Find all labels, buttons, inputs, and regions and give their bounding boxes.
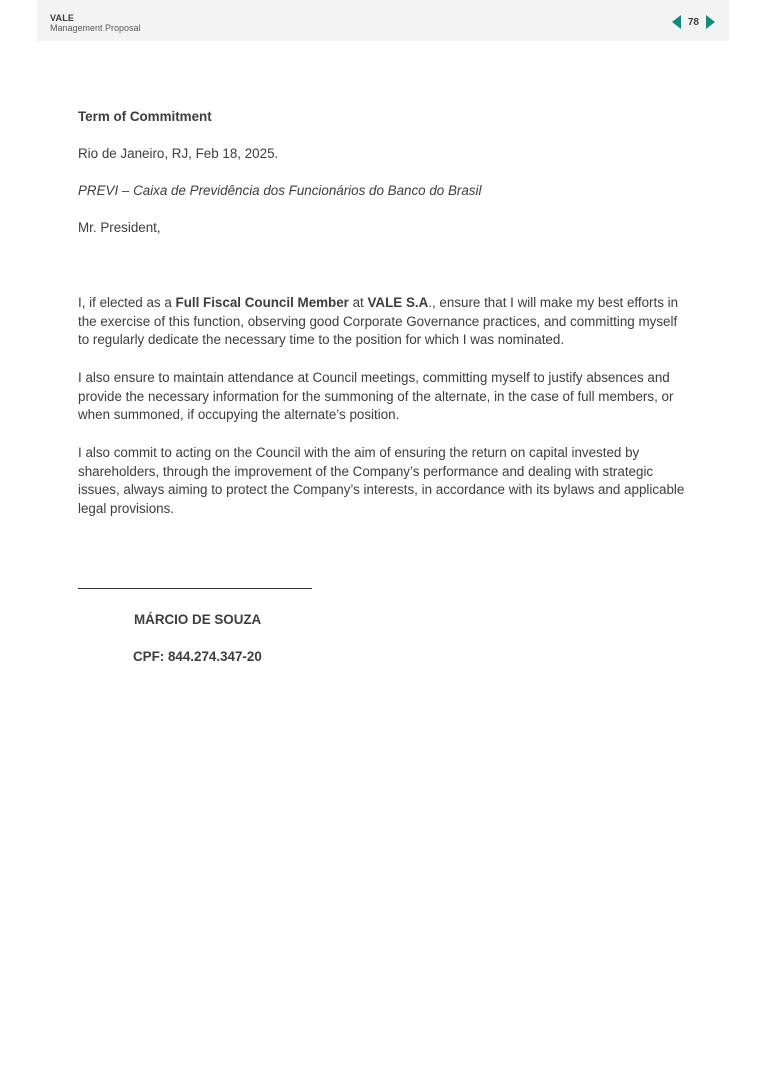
paragraph1-text-c: ., ensure that I will make my best efforts in the exercise of this function, observing good Corporate Governance practices, and committing myself to regularly dedicate the necessary time to the position for which I was nominated. (78, 295, 679, 348)
signature-line (78, 588, 312, 589)
company-name: VALE S.A (367, 295, 429, 310)
previous-page-icon[interactable] (672, 15, 681, 29)
next-page-icon[interactable] (706, 15, 715, 29)
paragraph-return-on-capital: I also commit to acting on the Council with the aim of ensuring the return on capital invested by shareholders, through the improvement of the Company’s performance and dealing with strategic issues, always aiming to protect the Company’s interests, in accordance with its bylaws and applicable legal provisions. (78, 445, 685, 516)
document-subtitle: Management Proposal (50, 23, 141, 33)
paragraph1-text-a: I, if elected as a (78, 295, 176, 310)
signatory-name: MÁRCIO DE SOUZA (134, 612, 262, 627)
salutation: Mr. President, (78, 220, 161, 235)
page-navigation (672, 14, 715, 30)
role-name: Full Fiscal Council Member (175, 295, 349, 310)
paragraph-attendance: I also ensure to maintain attendance at Council meetings, committing myself to justify absences and provide the necessary information for the summoning of the alternate, in the case of full members, or when summoned, if occupying the alternate’s position. (78, 370, 674, 423)
date-line: Rio de Janeiro, RJ, Feb 18, 2025. (78, 146, 279, 161)
signatory-cpf: CPF: 844.274.347-20 (133, 649, 262, 664)
brand-name: VALE (50, 13, 75, 23)
header-bar (37, 0, 729, 41)
paragraph-commitment (78, 294, 688, 350)
page-number: 78 (687, 16, 699, 28)
document-title: Term of Commitment (78, 109, 212, 124)
recipient-line: PREVI – Caixa de Previdência dos Funcionários do Banco do Brasil (78, 183, 482, 198)
paragraph1-text-b: at (348, 295, 368, 310)
